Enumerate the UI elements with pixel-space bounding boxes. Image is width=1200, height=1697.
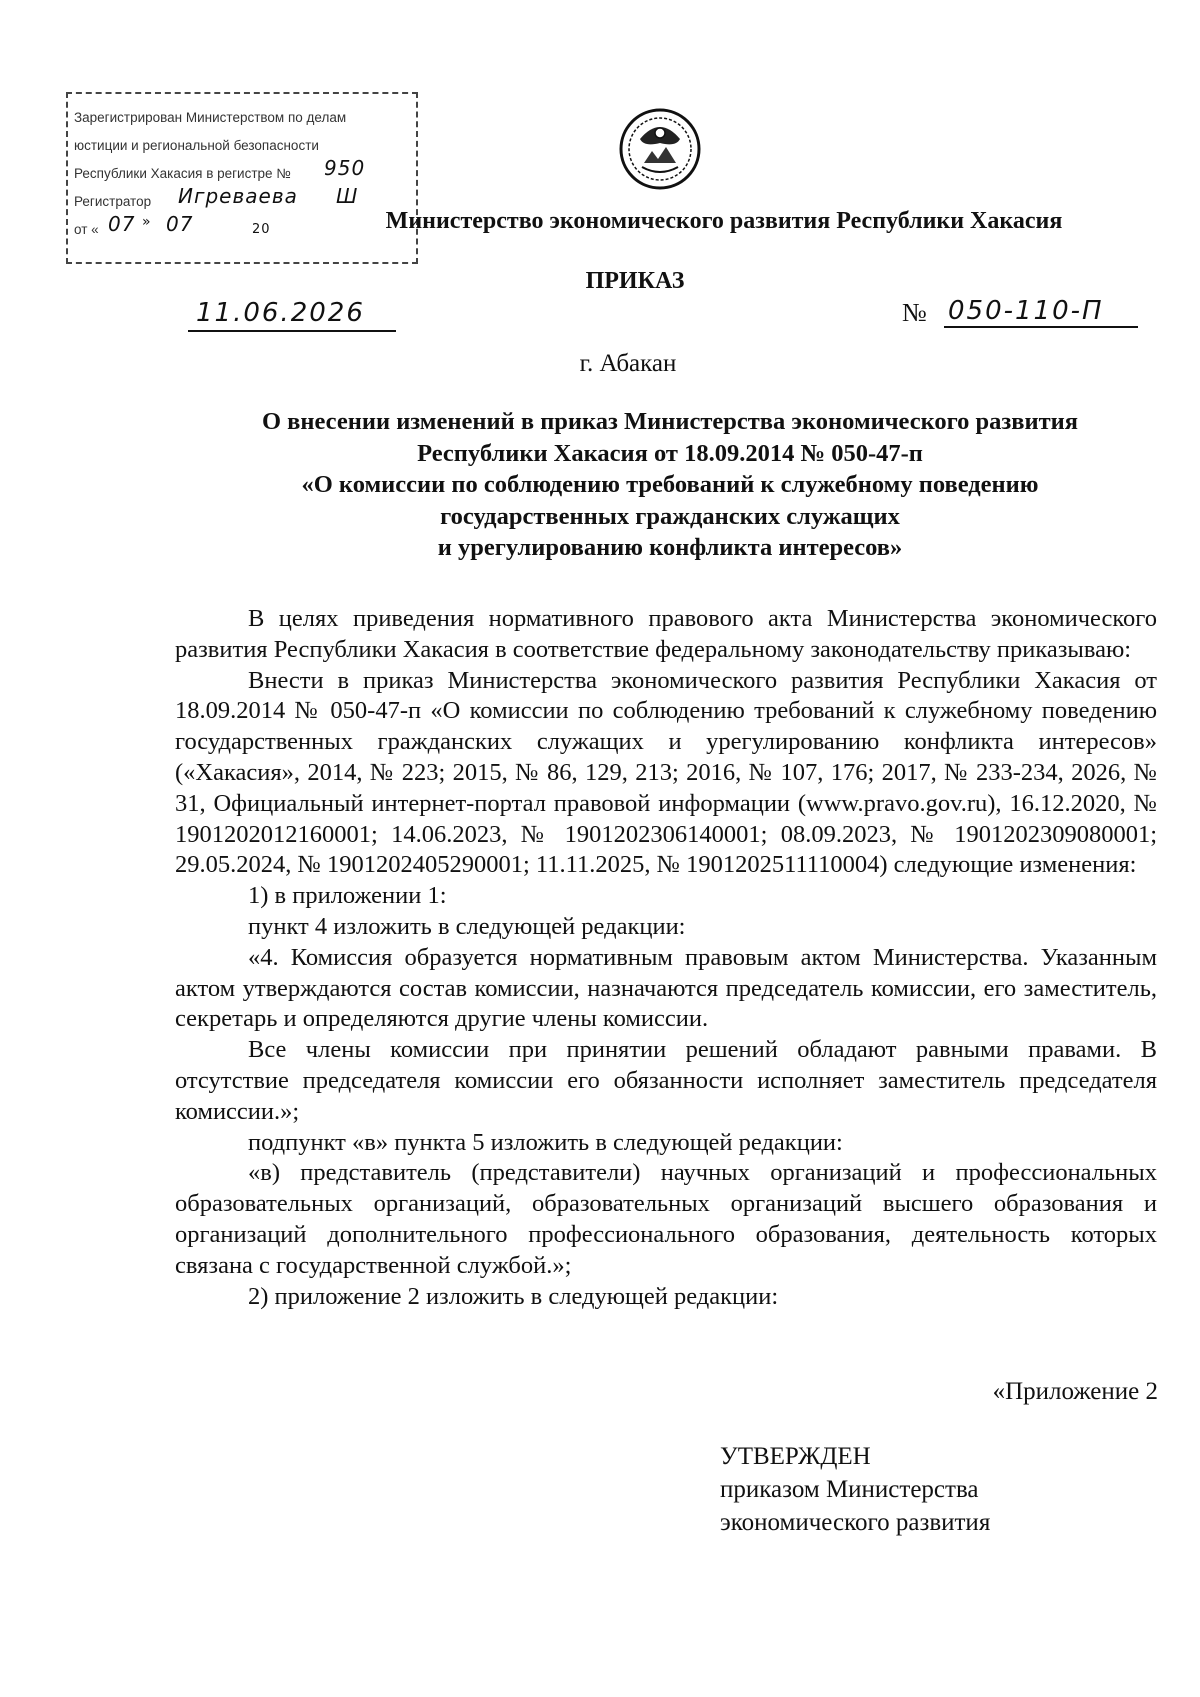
approved-by-line: экономического развития bbox=[720, 1509, 991, 1536]
stamp-day: 07 bbox=[108, 212, 136, 236]
stamp-text: Регистратор bbox=[74, 194, 152, 209]
paragraph-item-2: 2) приложение 2 изложить в следующей редакции: bbox=[248, 1282, 779, 1310]
heading-line: и урегулированию конфликта интересов» bbox=[437, 534, 903, 561]
paragraph-item-1: 1) в приложении 1: bbox=[248, 882, 447, 910]
order-number: 050-110-П bbox=[944, 296, 1138, 328]
order-date: 11.06.2026 bbox=[188, 298, 396, 332]
paragraph-point-4: пункт 4 изложить в следующей редакции: bbox=[248, 912, 686, 940]
city: г. Абакан bbox=[579, 350, 677, 377]
document-heading bbox=[180, 406, 1160, 564]
paragraph-point-4-text: «4. Комиссия образуется нормативным правовым актом Министерства. Указанным актом утверждаются состав комиссии, назначаются председатель комиссии, его заместитель, секретарь и определяются другие члены комиссии. bbox=[175, 943, 1157, 1033]
stamp-text: Зарегистрирован Министерством по делам bbox=[74, 110, 347, 125]
heading-line: «О комиссии по соблюдению требований к служебному поведению bbox=[301, 471, 1039, 498]
ministry-name: Министерство экономического развития Республики Хакасия bbox=[385, 208, 1063, 234]
paragraph-subpoint-v-text: «в) представитель (представители) научных организаций и профессиональных образовательных организаций, образовательных организаций высшего образования и организаций дополнительного профессионального образования, деятельность которых связана с государственной службой.»; bbox=[175, 1159, 1157, 1279]
stamp-text: юстиции и региональной безопасности bbox=[74, 138, 319, 153]
heading-line: Республики Хакасия от 18.09.2014 № 050-47-п bbox=[417, 439, 923, 467]
paragraph-subpoint-v: подпункт «в» пункта 5 изложить в следующей редакции: bbox=[248, 1128, 843, 1156]
approval-block bbox=[720, 1440, 990, 1539]
stamp-text: » bbox=[142, 214, 152, 230]
stamp-registrar-initials: Ш bbox=[336, 184, 359, 208]
registration-stamp bbox=[66, 92, 418, 264]
stamp-year: 20 bbox=[252, 222, 271, 237]
heading-line: государственных гражданских служащих bbox=[440, 502, 900, 530]
appendix-label: «Приложение 2 bbox=[992, 1378, 1158, 1405]
paragraph-changes: Внести в приказ Министерства экономического развития Республики Хакасия от 18.09.2014 № 050-47-п «О комиссии по соблюдению требований к служебному поведению государственных гражданских служащих и урегулированию конфликта интересов» («Хакасия», 2014, № 223; 2015, № 86, 129, 213; 2016, № 107, 176; 2017, № 233-234, 2026, № 31, Официальный интернет-портал правовой информации (www.pravo.gov.ru), 16.12.2020, № 1901202012160001; 14.06.2023, № 1901202306140001; 08.09.2023, № 1901202309080001; 29.05.2024, № 1901202405290001; 11.11.2025, № 1901202511110004) следующие изменения: bbox=[175, 666, 1157, 879]
stamp-month: 07 bbox=[166, 212, 194, 236]
stamp-text: Республики Хакасия в регистре № bbox=[74, 166, 291, 181]
stamp-register-number: 950 bbox=[324, 156, 366, 180]
document-body bbox=[175, 604, 1157, 1312]
order-number-label: № bbox=[902, 298, 927, 327]
coat-of-arms-icon bbox=[618, 107, 702, 191]
heading-line: О внесении изменений в приказ Министерства экономического развития bbox=[261, 408, 1079, 435]
stamp-line bbox=[74, 110, 412, 138]
approved-by-line: приказом Министерства bbox=[720, 1476, 979, 1503]
document-type: ПРИКАЗ bbox=[585, 268, 685, 294]
stamp-registrar-signature: Игреваева bbox=[178, 184, 298, 208]
stamp-text: от « bbox=[74, 222, 99, 237]
paragraph-equal-rights: Все члены комиссии при принятии решений обладают равными правами. В отсутствие председателя комиссии его обязанности исполняет заместитель председателя комиссии.»; bbox=[175, 1036, 1157, 1125]
paragraph-preamble: В целях приведения нормативного правового акта Министерства экономического развития Республики Хакасия в соответствие федеральному законодательству приказываю: bbox=[175, 605, 1157, 663]
approved-title: УТВЕРЖДЕН bbox=[720, 1443, 871, 1470]
